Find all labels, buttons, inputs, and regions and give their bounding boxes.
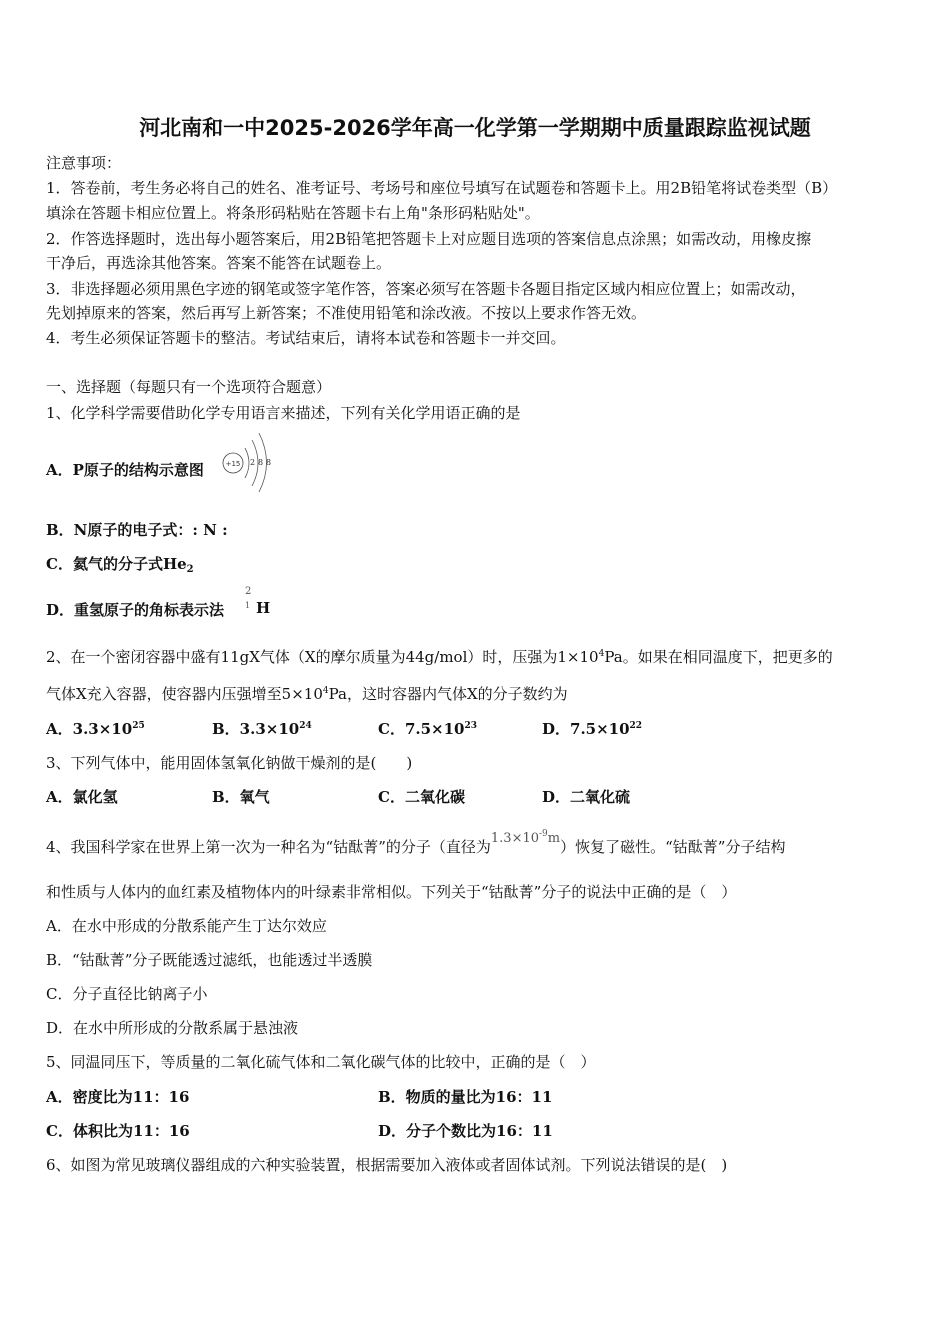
- question-2-stem-line-1: [46, 646, 833, 667]
- question-4-stem-line-1: [46, 831, 785, 857]
- option-label: D．7.5×10: [542, 720, 630, 738]
- molecule-diameter: $1.3\times 10^{-9}m$: [490, 829, 561, 846]
- option-c-text: C．氦气的分子式He: [46, 555, 187, 573]
- question-2-option-b: [212, 718, 312, 739]
- shell-electrons-1: 2: [250, 458, 256, 467]
- question-3-option-d: D．二氧化硫: [542, 788, 631, 806]
- option-label: C．7.5×10: [378, 720, 465, 738]
- option-c-subscript: 2: [186, 564, 194, 575]
- notice-line: 3．非选择题必须用黑色字迹的钢笔或签字笔作答，答案必须写在答题卡各题目指定区域内相应位置上；如需改动，: [46, 280, 806, 298]
- question-5-option-c: C．体积比为11：16: [46, 1122, 190, 1140]
- question-5-option-a: A．密度比为11：16: [46, 1088, 190, 1106]
- question-4-stem-line-2: 和性质与人体内的血红素及植物体内的叶绿素非常相似。下列关于“钴酞菁”分子的说法中正确的是（ ）: [46, 883, 737, 901]
- stem-part: 2、在一个密闭容器中盛有11gX气体（X的摩尔质量为44g/mol）时，压强为1×10: [46, 648, 599, 666]
- shell-electrons-3: 8: [266, 458, 272, 467]
- question-2-option-d: [542, 718, 642, 739]
- question-3-option-c: C．二氧化碳: [378, 788, 465, 806]
- question-3-option-b: B．氧气: [212, 788, 270, 806]
- question-3-option-a: A．氯化氢: [46, 788, 118, 806]
- question-4-option-b: B．“钴酞菁”分子既能透过滤纸，也能透过半透膜: [46, 951, 373, 969]
- isotope-mass-number: 2: [245, 586, 252, 597]
- option-exponent: 22: [629, 721, 643, 731]
- question-5-stem: 5、同温同压下，等质量的二氧化硫气体和二氧化碳气体的比较中，正确的是（ ）: [46, 1053, 596, 1071]
- notice-line: 干净后，再选涂其他答案。答案不能答在试题卷上。: [46, 254, 392, 272]
- notice-line: 1．答卷前，考生务必将自己的姓名、准考证号、考场号和座位号填写在试题卷和答题卡上。用2B铅笔将试卷类型（B）: [46, 179, 838, 197]
- stem-exponent: 4: [322, 686, 329, 696]
- shell-arc-1: [245, 448, 249, 478]
- page-title: 河北南和一中2025-2026学年高一化学第一学期期中质量跟踪监视试题: [139, 116, 811, 140]
- option-exponent: 24: [299, 721, 312, 731]
- isotope-atomic-number: 1: [245, 601, 251, 610]
- notice-heading: 注意事项：: [46, 154, 122, 172]
- stem-part: Pa。如果在相同温度下，把更多的: [604, 648, 833, 666]
- question-1-option-b: B．N原子的电子式：: N :: [46, 521, 228, 539]
- question-1-option-a: [46, 459, 204, 480]
- notice-line: 4．考生必须保证答题卡的整洁。考试结束后，请将本试卷和答题卡一并交回。: [46, 329, 566, 347]
- question-5-option-b: B．物质的量比为16：11: [378, 1088, 553, 1106]
- question-2-option-c: [378, 718, 477, 739]
- notice-line: 先划掉原来的答案，然后再写上新答案；不准使用铅笔和涂改液。不按以上要求作答无效。: [46, 304, 647, 322]
- option-label: A．3.3×10: [46, 720, 133, 738]
- option-label: B．3.3×10: [212, 720, 300, 738]
- isotope-symbol: H: [256, 599, 271, 617]
- p-atom-structure-diagram: [220, 430, 280, 492]
- stem-exponent: 4: [598, 649, 605, 659]
- stem-part: ）恢复了磁性。“钴酞菁”分子结构: [560, 838, 786, 856]
- option-d-text: D．重氢原子的角标表示法: [46, 601, 225, 619]
- question-4-option-d: D．在水中所形成的分散系属于悬浊液: [46, 1019, 299, 1037]
- notice-line: 2．作答选择题时，选出每小题答案后，用2B铅笔把答题卡上对应题目选项的答案信息点涂黑；如需改动，用橡皮擦: [46, 230, 812, 248]
- question-6-stem: 6、如图为常见玻璃仪器组成的六种实验装置，根据需要加入液体或者固体试剂。下列说法错误的是( ): [46, 1156, 728, 1174]
- question-2-option-a: [46, 718, 145, 739]
- question-2-stem-line-2: [46, 683, 568, 704]
- question-4-option-a: A．在水中形成的分散系能产生丁达尔效应: [46, 917, 327, 935]
- question-4-option-c: C．分子直径比钠离子小: [46, 985, 208, 1003]
- section-heading: 一、选择题（每题只有一个选项符合题意）: [46, 378, 332, 396]
- question-1-stem: 1、化学科学需要借助化学专用语言来描述，下列有关化学用语正确的是: [46, 404, 521, 422]
- stem-part: 4、我国科学家在世界上第一次为一种名为“钴酞菁”的分子（直径为: [46, 838, 491, 856]
- option-exponent: 23: [464, 721, 478, 731]
- question-5-option-d: D．分子个数比为16：11: [378, 1122, 553, 1140]
- question-1-option-c: [46, 553, 194, 574]
- question-3-stem: 3、下列气体中，能用固体氢氧化钠做干燥剂的是( ): [46, 754, 413, 772]
- shell-electrons-2: 8: [258, 458, 264, 467]
- option-a-text: A．P原子的结构示意图: [46, 461, 204, 479]
- stem-part: 气体X充入容器，使容器内压强增至5×10: [46, 685, 323, 703]
- nucleus-charge: +15: [225, 460, 241, 468]
- question-1-option-d: [46, 599, 224, 620]
- stem-part: Pa，这时容器内气体X的分子数约为: [328, 685, 568, 703]
- notice-line: 填涂在答题卡相应位置上。将条形码粘贴在答题卡右上角"条形码粘贴处"。: [46, 204, 540, 222]
- option-exponent: 25: [132, 721, 145, 731]
